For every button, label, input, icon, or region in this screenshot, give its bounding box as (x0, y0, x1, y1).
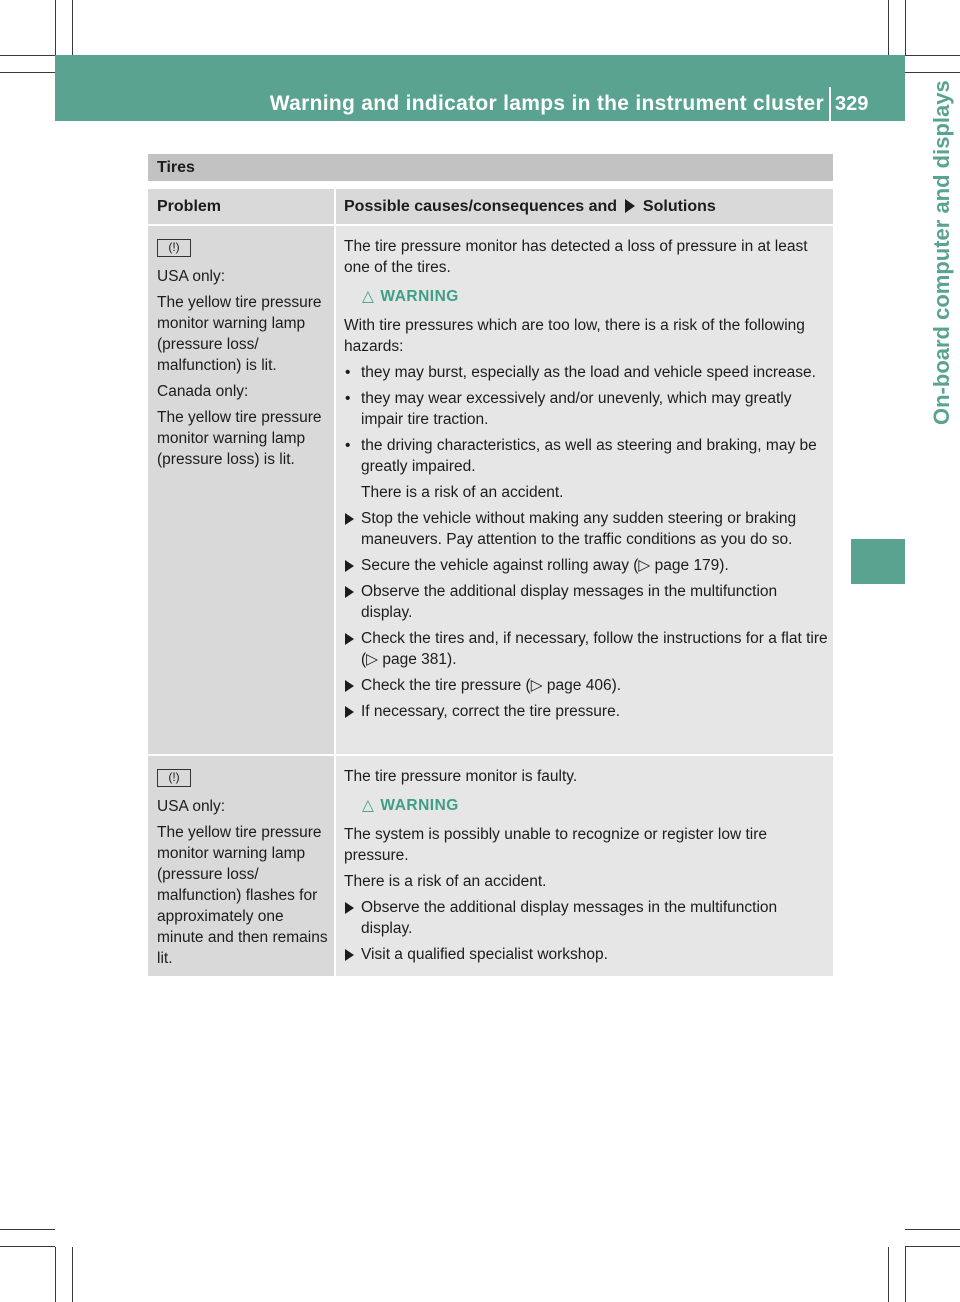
crop-mark (55, 1247, 56, 1302)
table-row-2-problem (148, 756, 334, 976)
action-step: Observe the additional display messages in the multifunction display. (344, 581, 829, 623)
table-title: Tires (148, 154, 833, 181)
action-step: Check the tire pressure (▷ page 406). (344, 675, 829, 696)
warning-triangle-icon: △ (362, 288, 375, 305)
column-header-problem: Problem (148, 189, 334, 224)
warning-heading (362, 286, 829, 307)
table-row-1-problem (148, 226, 334, 754)
problem-text: Canada only: (157, 383, 249, 400)
table-row-1-solutions (336, 226, 833, 754)
hazard-item: • they may burst, especially as the load and vehicle speed increase. (344, 362, 829, 383)
problem-text: The yellow tire pressure monitor warning lamp (pressure loss) is lit. (157, 409, 322, 468)
header-separator (829, 87, 831, 121)
page-number: 329 (835, 93, 869, 115)
page-title: Warning and indicator lamps in the instrument cluster (269, 92, 824, 115)
risk-text: There is a risk of an accident. (361, 484, 564, 501)
crop-mark (905, 0, 906, 55)
crop-mark (0, 55, 55, 56)
column-header-suffix: Solutions (642, 198, 716, 215)
crop-mark (905, 72, 960, 73)
section-side-title: On-board computer and displays (929, 80, 954, 425)
cause-text: The tire pressure monitor has detected a loss of pressure in at least one of the tires. (344, 238, 808, 276)
warning-text: The system is possibly unable to recognize or register low tire pressure. (344, 826, 767, 864)
section-tab-marker (851, 539, 905, 584)
action-step: Visit a qualified specialist workshop. (344, 944, 829, 965)
crop-mark (905, 1229, 960, 1230)
crop-mark (905, 1246, 960, 1247)
crop-mark (0, 72, 55, 73)
action-step: Stop the vehicle without making any sudden steering or braking maneuvers. Pay attention to the traffic conditions as you do so. (344, 508, 829, 550)
tire-pressure-warning-icon: (!) (157, 769, 191, 787)
warning-heading (362, 795, 829, 816)
play-arrow-icon (625, 199, 635, 213)
crop-mark (888, 1247, 889, 1302)
crop-mark (905, 55, 960, 56)
action-step: If necessary, correct the tire pressure. (344, 701, 829, 722)
hazard-item: • they may wear excessively and/or unevenly, which may greatly impair tire traction. (344, 388, 829, 430)
problem-text: The yellow tire pressure monitor warning lamp (pressure loss/ malfunction) flashes for approximately one minute and then remains lit. (157, 824, 328, 967)
problem-text: USA only: (157, 798, 226, 815)
problem-text: USA only: (157, 268, 226, 285)
table-header (148, 189, 833, 224)
crop-mark (55, 0, 56, 55)
warning-text: With tire pressures which are too low, there is a risk of the following hazards: (344, 317, 805, 355)
tire-pressure-warning-icon: (!) (157, 239, 191, 257)
crop-mark (72, 1247, 73, 1302)
crop-mark (0, 1229, 55, 1230)
cause-text: The tire pressure monitor is faulty. (344, 768, 578, 785)
warning-label: WARNING (380, 288, 459, 305)
column-header-solutions (336, 189, 833, 224)
crop-mark (0, 1246, 55, 1247)
warning-label: WARNING (380, 797, 459, 814)
table-row-2-solutions (336, 756, 833, 976)
risk-text: There is a risk of an accident. (344, 873, 547, 890)
column-header-prefix: Possible causes/consequences and (344, 198, 618, 215)
action-step: Check the tires and, if necessary, follow the instructions for a flat tire (▷ page 381). (344, 628, 829, 670)
problem-text: The yellow tire pressure monitor warning lamp (pressure loss/ malfunction) is lit. (157, 294, 322, 374)
action-step: Secure the vehicle against rolling away (▷ page 179). (344, 555, 829, 576)
warning-triangle-icon: △ (362, 797, 375, 814)
crop-mark (888, 0, 889, 55)
crop-mark (72, 0, 73, 55)
hazard-item: • the driving characteristics, as well as steering and braking, may be greatly impaired. (344, 435, 829, 477)
crop-mark (905, 1247, 906, 1302)
action-step: Observe the additional display messages in the multifunction display. (344, 897, 829, 939)
